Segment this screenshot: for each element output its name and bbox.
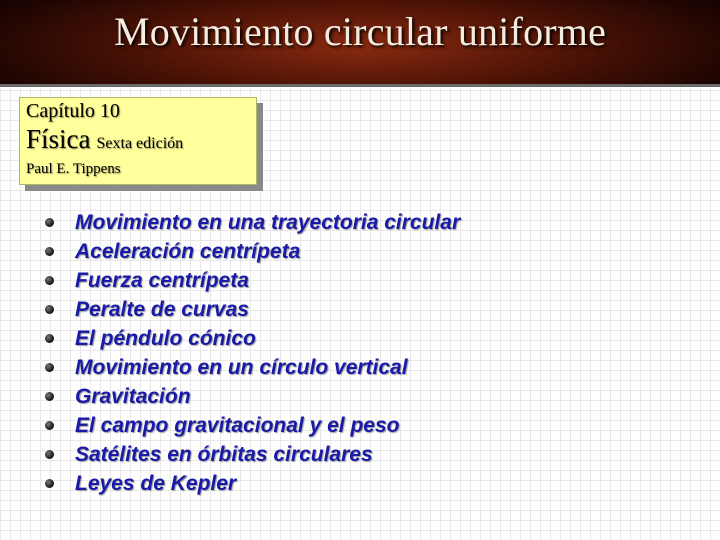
slide-title: Movimiento circular uniforme	[113, 9, 607, 54]
bullet-icon	[45, 421, 54, 430]
bullet-icon	[45, 450, 54, 459]
book-edition: Sexta edición	[96, 135, 184, 152]
topic-text: El péndulo cónico	[75, 327, 256, 350]
topic-text: Peralte de curvas	[75, 298, 249, 321]
topic-text: Gravitación	[75, 385, 191, 408]
bullet-icon	[45, 392, 54, 401]
topic-text: Aceleración centrípeta	[75, 240, 301, 263]
topic-text: Movimiento en un círculo vertical	[75, 356, 408, 379]
bullet-icon	[45, 218, 54, 227]
title-bar	[0, 0, 720, 84]
bullet-icon	[45, 305, 54, 314]
bullet-icon	[45, 479, 54, 488]
topic-text: Fuerza centrípeta	[75, 269, 249, 292]
title-divider	[0, 84, 720, 87]
bullet-icon	[45, 276, 54, 285]
chapter-label: Capítulo 10	[26, 100, 120, 122]
book-author: Paul E. Tippens	[26, 161, 121, 177]
bullet-icon	[45, 334, 54, 343]
bullet-icon	[45, 247, 54, 256]
book-title	[26, 124, 183, 155]
bullet-icon	[45, 363, 54, 372]
topic-text: Satélites en órbitas circulares	[75, 443, 373, 466]
book-info-box	[19, 97, 257, 185]
book-name: Física	[26, 124, 91, 154]
topic-text: Leyes de Kepler	[75, 472, 237, 495]
topic-text: Movimiento en una trayectoria circular	[75, 211, 461, 234]
topic-text: El campo gravitacional y el peso	[75, 414, 400, 437]
